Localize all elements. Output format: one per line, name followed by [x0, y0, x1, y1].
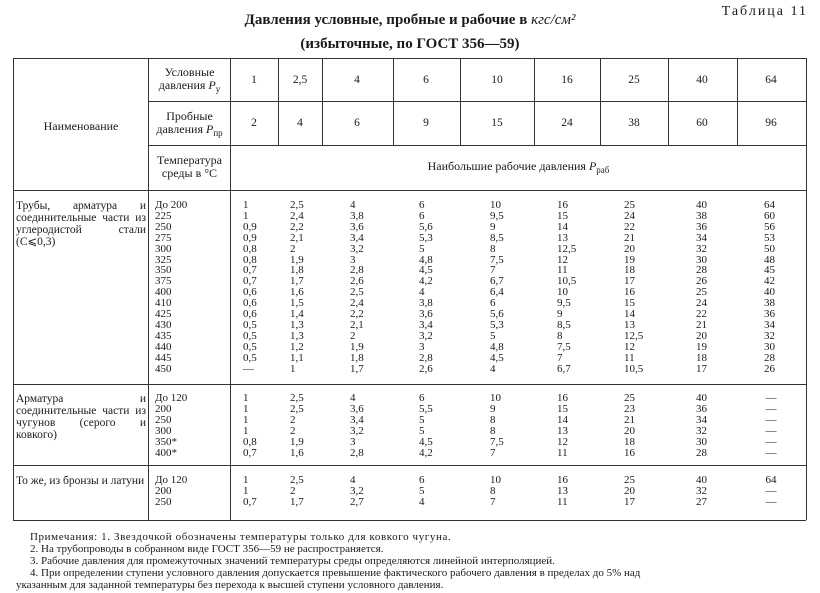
test-pressure-value: 60: [696, 117, 708, 129]
conditional-pressure-value: 10: [491, 74, 503, 86]
pressure-column: 64 — —: [765, 474, 777, 508]
pressure-column: 25 24 22 21 20 19 18 17 16 15 14 13 12,5 12 11 10,5: [624, 199, 644, 375]
pressure-column: 2,5 2,5 2 2 1,9 1,6: [290, 392, 304, 459]
temperature-column: До 120 200 250 300 350* 400*: [155, 392, 188, 459]
pressure-column: 10 8 7: [490, 474, 501, 508]
col-divider-8: [737, 58, 738, 145]
table-label: Таблица 11: [721, 4, 808, 19]
table-title: [0, 12, 820, 29]
conditional-pressure-value: 4: [354, 74, 360, 86]
name-header: Наименование: [43, 119, 119, 133]
pressure-column: 10 9 8 8 7,5 7: [490, 392, 504, 459]
pressure-column: 6 5,5 5 5 4,5 4,2: [419, 392, 433, 459]
conditional-pressure-value: 25: [628, 74, 640, 86]
max-working-pressure-header: [231, 160, 806, 174]
col-divider-2: [322, 58, 323, 145]
test-pressure-value: 2: [251, 117, 257, 129]
temperature-header: Температура среды в °С: [157, 153, 222, 180]
test-pressure-header: [149, 110, 230, 137]
table-border-bottom: [13, 520, 806, 521]
col-divider-7: [668, 58, 669, 145]
pressure-column: — — — — — —: [765, 392, 777, 459]
col-divider-1: [278, 58, 279, 145]
pressure-column: 6 5 4: [419, 474, 425, 508]
conditional-pressure-value: 40: [696, 74, 708, 86]
note-2: 2. На трубопроводы в собранном виде ГОСТ 356—59 не распространяется.: [30, 543, 384, 555]
header-divider-1: [148, 101, 806, 102]
test-pressure-value: 38: [628, 117, 640, 129]
conditional-pressure-value: 2,5: [292, 74, 308, 86]
pressure-column: 16 15 14 13 12 11: [557, 392, 568, 459]
col-divider-3: [393, 58, 394, 145]
pressure-column: 1 1 0,9 0,9 0,8 0,8 0,7 0,7 0,6 0,6 0,6 0,5 0,5 0,5 0,5 —: [243, 199, 257, 375]
header-bottom: [13, 190, 806, 191]
conditional-pressure-symbol: P: [208, 78, 216, 92]
section-3-name: То же, из бронзы и латуни: [16, 475, 145, 487]
test-pressure-value: 24: [561, 117, 573, 129]
test-pressure-value: 9: [423, 117, 429, 129]
temperature-column: До 200 225 250 275 300 325 350 375 400 410 425 430 435 440 445 450: [155, 199, 188, 375]
col-divider-6: [600, 58, 601, 145]
conditional-pressure-value: 1: [251, 74, 257, 86]
section-divider-2: [13, 465, 806, 466]
conditional-pressure-value: 6: [423, 74, 429, 86]
pressure-column: 10 9,5 9 8,5 8 7,5 7 6,7 6,4 6 5,6 5,3 5 4,8 4,5 4: [490, 199, 504, 375]
test-pressure-value: 6: [354, 117, 360, 129]
title-text: Давления условные, пробные и рабочие в: [244, 12, 528, 28]
test-pressure-value: 96: [765, 117, 777, 129]
test-pressure-value: 15: [491, 117, 503, 129]
pressure-column: 25 23 21 20 18 16: [624, 392, 635, 459]
conditional-pressure-header: [149, 66, 230, 93]
conditional-pressure-value: 16: [561, 74, 573, 86]
table-subtitle: (избыточные, по ГОСТ 356—59): [300, 36, 520, 52]
conditional-pressure-value: 64: [765, 74, 777, 86]
pressure-column: 6 6 5,6 5,3 5 4,8 4,5 4,2 4 3,8 3,6 3,4 3,2 3 2,8 2,6: [419, 199, 433, 375]
pressure-column: 40 38 36 34 32 30 28 26 25 24 22 21 20 19 18 17: [696, 199, 707, 375]
test-pressure-symbol: P: [205, 122, 214, 136]
note-4: 4. При определении ступени условного давления допускается превышение фактического рабочего давления в пределах до 5% над: [30, 567, 641, 579]
table-border-right: [806, 58, 807, 520]
conditional-pressure-label: Условные давления: [158, 65, 215, 92]
conditional-pressure-subscript: у: [215, 84, 221, 94]
section-divider-1: [13, 384, 806, 385]
pressure-column: 64 60 56 53 50 48 45 42 40 38 36 34 32 30 28 26: [764, 199, 775, 375]
note-5: указанным для заданной температуры без перехода к высшей ступени условного давления.: [16, 579, 444, 591]
col-divider-5: [534, 58, 535, 145]
pressure-column: 4 3,8 3,6 3,4 3,2 3 2,8 2,6 2,5 2,4 2,2 2,1 2 1,9 1,8 1,7: [350, 199, 364, 375]
note-3: 3. Рабочие давления для промежуточных значений температуры среды определяются линейной интерполяцией.: [30, 555, 555, 567]
section-2-name: Арматура и соединительные части из чугунов (серого и ковкого): [16, 393, 146, 441]
test-pressure-label: Пробные давления: [156, 109, 213, 136]
pressure-column: 1 1 0,7: [243, 474, 257, 508]
pressure-column: 4 3,6 3,4 3,2 3 2,8: [350, 392, 364, 459]
pressure-column: 1 1 1 1 0,8 0,7: [243, 392, 257, 459]
pressure-column: 16 13 11: [557, 474, 568, 508]
title-unit: кгс/см²: [531, 12, 576, 28]
note-1: Примечания: 1. Звездочкой обозначены температуры только для ковкого чугуна.: [30, 531, 452, 543]
max-working-pressure-subscript: раб: [596, 165, 610, 175]
table-border-top: [13, 58, 806, 59]
test-pressure-subscript: пр: [213, 128, 223, 138]
col-divider-4: [460, 58, 461, 145]
pressure-column: 40 32 27: [696, 474, 707, 508]
pressure-column: 40 36 34 32 30 28: [696, 392, 707, 459]
pressure-column: 2,5 2 1,7: [290, 474, 304, 508]
pressure-column: 4 3,2 2,7: [350, 474, 364, 508]
section-1-name: Трубы, арматура и соединительные части из углеродистой стали (С⩽0,3): [16, 200, 146, 248]
temperature-column: До 120 200 250: [155, 474, 188, 508]
test-pressure-value: 4: [297, 117, 303, 129]
pressure-column: 25 20 17: [624, 474, 635, 508]
pressure-column: 16 15 14 13 12,5 12 11 10,5 10 9,5 9 8,5 8 7,5 7 6,7: [557, 199, 577, 375]
max-working-pressure-label: Наибольшие рабочие давления: [427, 159, 586, 173]
header-divider-2: [148, 145, 806, 146]
pressure-column: 2,5 2,4 2,2 2,1 2 1,9 1,8 1,7 1,6 1,5 1,4 1,3 1,3 1,2 1,1 1: [290, 199, 304, 375]
max-working-pressure-symbol: P: [588, 159, 597, 173]
